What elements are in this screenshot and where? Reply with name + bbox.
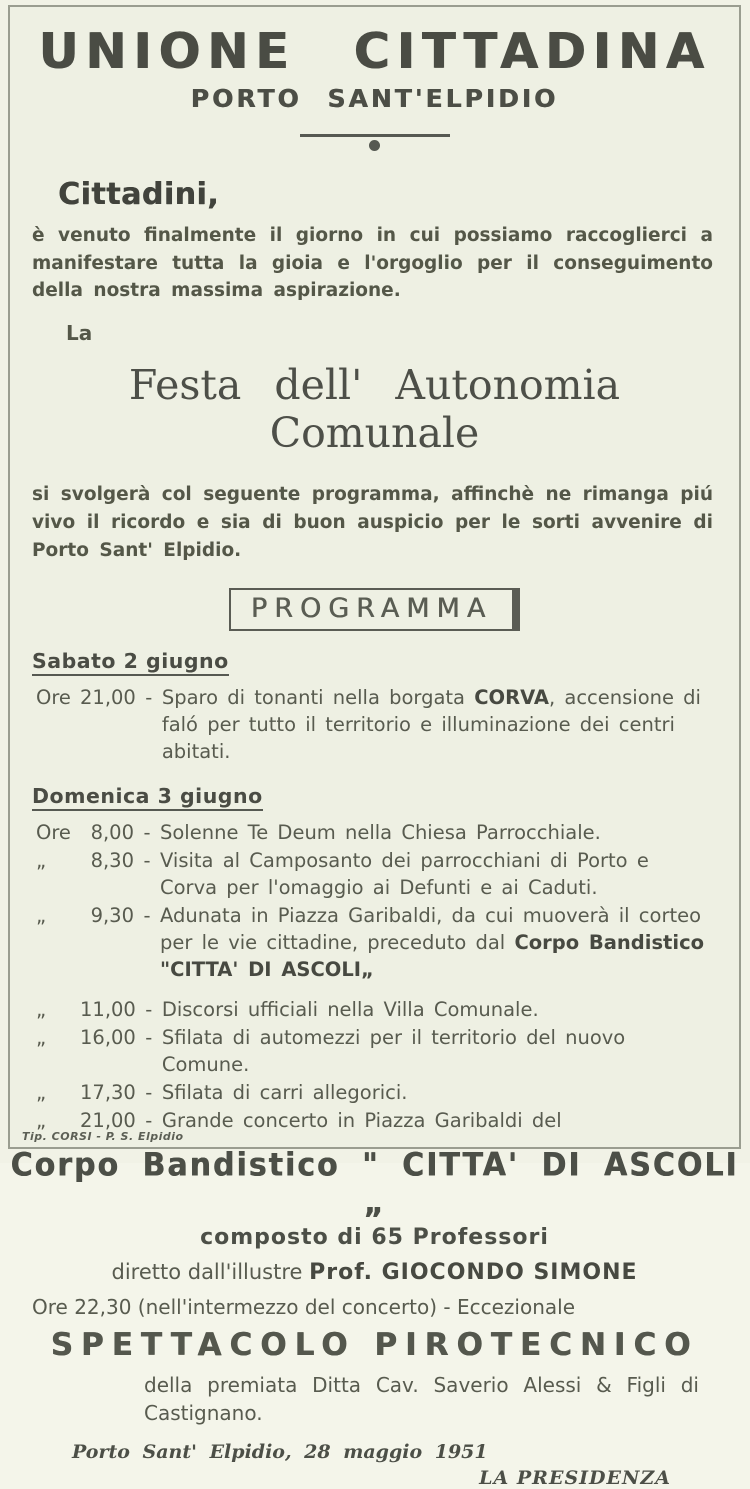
event-time-label: „ <box>36 848 47 872</box>
town-subtitle: PORTO SANT'ELPIDIO <box>190 84 559 113</box>
event-time-label: „ <box>36 1109 47 1133</box>
event-description <box>162 997 715 1024</box>
event-time: 8,30 <box>90 848 134 872</box>
event-time: 9,30 <box>90 903 134 927</box>
event-time: 21,00 <box>80 686 136 710</box>
event-text-pre: Sfilata di carri allegorici. <box>161 1081 408 1105</box>
event-time-label: Ore <box>36 820 71 844</box>
event-description <box>160 820 715 847</box>
event-list-saturday <box>36 685 715 766</box>
event-description <box>162 1108 715 1135</box>
event-separator: - <box>145 998 153 1022</box>
event-row <box>36 685 715 766</box>
event-row <box>36 1080 715 1107</box>
event-time: 16,00 <box>80 1026 136 1050</box>
event-time-label: „ <box>36 903 47 927</box>
event-description <box>160 903 715 984</box>
event-text-pre: Grande concerto in Piazza Garibaldi del <box>161 1109 562 1133</box>
event-time: 21,00 <box>80 1109 136 1133</box>
event-text-bold: Corpo Bandistico "CITTA' DI ASCOLI„ <box>160 930 705 981</box>
event-separator: - <box>145 1109 153 1133</box>
printer-credit: Tip. CORSI - P. S. Elpidio <box>22 1130 184 1143</box>
event-time: 11,00 <box>80 998 136 1022</box>
conductor-name: Prof. GIOCONDO SIMONE <box>309 1259 638 1285</box>
conductor-text-pre: diretto dall'illustre <box>111 1259 310 1284</box>
event-row <box>36 997 715 1024</box>
event-description <box>162 1025 715 1079</box>
event-row <box>36 848 715 902</box>
day-section-saturday <box>10 631 739 766</box>
event-description <box>162 685 715 766</box>
event-text-pre: Sparo di tonanti nella borgata <box>161 686 475 710</box>
program-box-wrap <box>10 588 739 631</box>
festival-title: Festa dell' Autonomia Comunale <box>128 361 621 457</box>
event-separator: - <box>145 686 153 710</box>
conductor-line <box>10 1260 739 1285</box>
event-text-post: , accensione di faló per tutto il territorio e illuminazione dei centri abitati. <box>161 686 701 764</box>
event-text-pre: Discorsi ufficiali nella Villa Comunale. <box>161 998 539 1022</box>
event-time-label: Ore <box>36 686 71 710</box>
day-section-sunday <box>10 766 739 1135</box>
event-text-pre: Visita al Camposanto dei parrocchiani di Porto e Corva per l'omaggio ai Defunti e ai Caduti. <box>160 848 649 899</box>
event-time-label: „ <box>36 1026 47 1050</box>
event-row <box>36 820 715 847</box>
divider-dot-icon <box>369 140 380 151</box>
fireworks-title: SPETTACOLO PIROTECNICO <box>50 1326 699 1363</box>
dateline: Porto Sant' Elpidio, 28 maggio 1951 <box>72 1440 488 1463</box>
day-heading-saturday: Sabato 2 giugno <box>32 649 229 676</box>
day-heading-sunday: Domenica 3 giugno <box>32 784 263 811</box>
intermezzo-line: Ore 22,30 (nell'intermezzo del concerto) - Eccezionale <box>32 1294 575 1319</box>
event-text-bold: CORVA <box>474 686 549 710</box>
band-name-line: Corpo Bandistico " CITTA' DI ASCOLI „ <box>10 1146 739 1222</box>
event-text-pre: Solenne Te Deum nella Chiesa Parrocchiale. <box>160 820 601 844</box>
lead-in-word: La <box>66 321 93 345</box>
fireworks-detail: della premiata Ditta Cav. Saverio Alessi & Figli di Castignano. <box>144 1372 699 1425</box>
event-text-pre: Sfilata di automezzi per il territorio del nuovo Comune. <box>161 1026 626 1077</box>
signature: LA PRESIDENZA <box>479 1466 671 1489</box>
event-description <box>162 1080 715 1107</box>
event-text-pre: Adunata in Piazza Garibaldi, da cui muoverà il corteo per le vie cittadine, preceduto dal <box>160 903 702 954</box>
event-description <box>160 848 715 902</box>
header-divider <box>10 134 739 151</box>
poster <box>8 5 741 1489</box>
event-separator: - <box>145 1081 153 1105</box>
event-separator: - <box>143 848 151 872</box>
event-separator: - <box>143 903 151 927</box>
event-time-label: „ <box>36 1081 47 1105</box>
event-row <box>36 903 715 984</box>
intro-paragraph: è venuto finalmente il giorno in cui possiamo raccoglierci a manifestare tutta la gioia e l'orgoglio per il conseguimento della nostra massima aspirazione. <box>32 224 713 302</box>
event-time-label: „ <box>36 998 47 1022</box>
event-separator: - <box>143 820 151 844</box>
organization-title: UNIONE CITTADINA <box>38 23 711 80</box>
event-separator: - <box>145 1026 153 1050</box>
event-time: 17,30 <box>80 1081 136 1105</box>
event-time: 8,00 <box>90 820 134 844</box>
divider-rule <box>300 134 450 137</box>
salutation: Cittadini, <box>58 176 220 212</box>
event-row <box>36 1025 715 1079</box>
band-composition-line: composto di 65 Professori <box>200 1224 549 1250</box>
program-box-label: PROGRAMMA <box>229 588 520 631</box>
event-list-sunday <box>36 820 715 1135</box>
festival-description: si svolgerà col seguente programma, affinchè ne rimanga piú vivo il ricordo e sia di buon auspicio per le sorti avvenire di Porto Sant' Elpidio. <box>32 484 713 561</box>
